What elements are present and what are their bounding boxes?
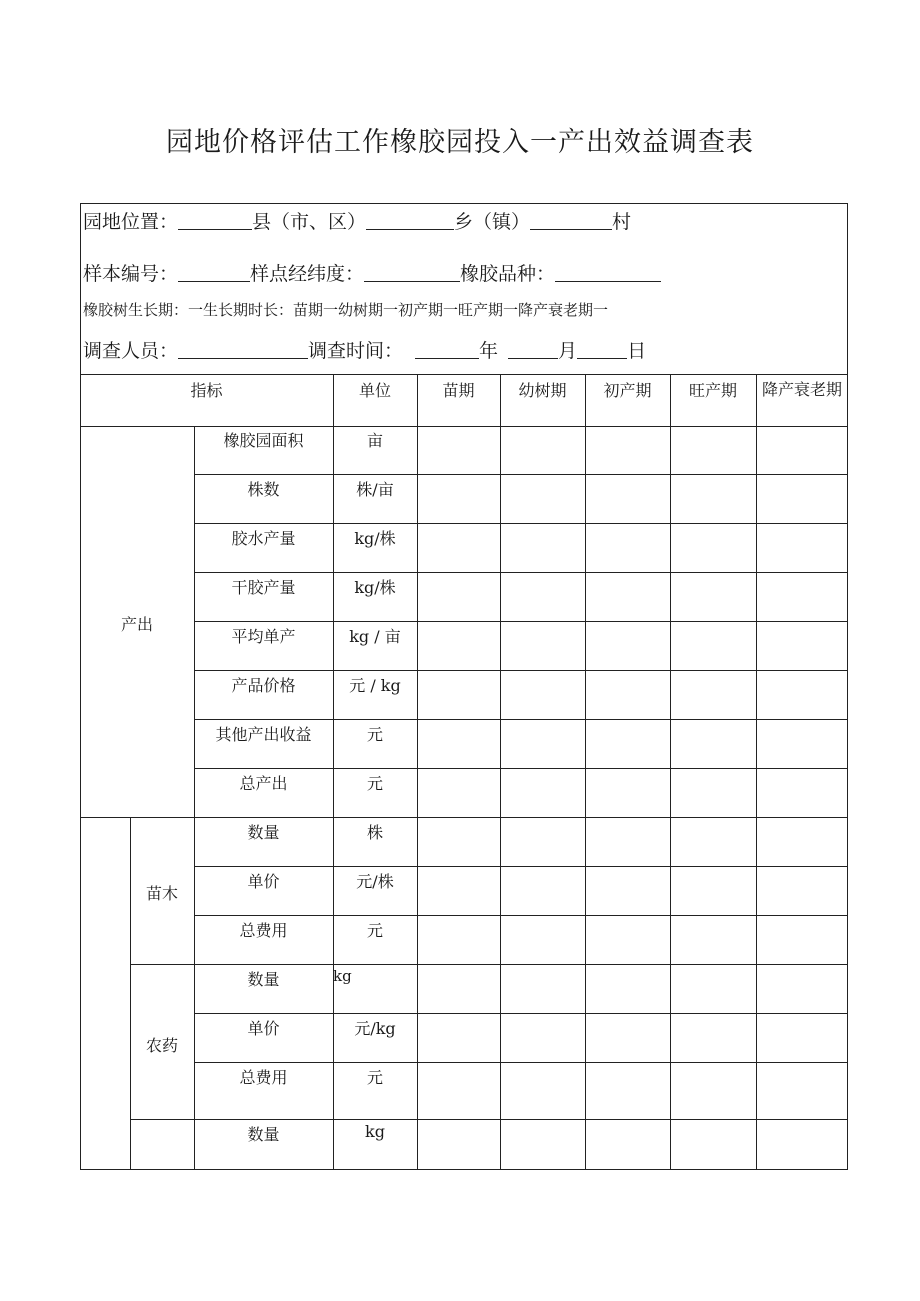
header-indicator: 指标 bbox=[190, 381, 223, 400]
row-indicator: 胶水产量 bbox=[231, 529, 296, 548]
page-title: 园地价格评估工作橡胶园投入一产出效益调查表 bbox=[166, 127, 754, 158]
row-indicator: 平均单产 bbox=[231, 627, 296, 646]
row-divider bbox=[194, 474, 848, 475]
row-indicator: 橡胶园面积 bbox=[223, 431, 304, 450]
header-stage-young: 幼树期 bbox=[518, 381, 567, 400]
col-divider bbox=[130, 817, 131, 1169]
row-unit: kg bbox=[365, 1122, 385, 1141]
row-unit: kg/株 bbox=[354, 529, 396, 548]
row-indicator: 单价 bbox=[247, 1019, 280, 1038]
row-divider bbox=[194, 866, 848, 867]
sample-number-field[interactable] bbox=[178, 263, 250, 282]
row-divider bbox=[194, 915, 848, 916]
row-unit: 元/kg bbox=[354, 1019, 396, 1038]
row-indicator: 株数 bbox=[247, 480, 280, 499]
row-unit: 元 bbox=[366, 725, 383, 744]
location-label: 园地位置： bbox=[83, 211, 179, 233]
village-field[interactable] bbox=[530, 211, 612, 230]
row-indicator: 干胶产量 bbox=[231, 578, 296, 597]
growth-line: 橡胶树生长期：一生长期时长：苗期一幼树期一初产期一旺产期一降产衰老期一 bbox=[83, 301, 609, 319]
row-divider bbox=[80, 426, 848, 427]
header-unit: 单位 bbox=[358, 381, 391, 400]
row-indicator: 数量 bbox=[247, 1125, 280, 1144]
row-divider bbox=[130, 1119, 848, 1120]
row-indicator: 数量 bbox=[247, 970, 280, 989]
sample-number-label: 样本编号： bbox=[83, 263, 179, 285]
row-unit: kg/株 bbox=[354, 578, 396, 597]
row-indicator: 产品价格 bbox=[231, 676, 296, 695]
col-divider bbox=[670, 374, 671, 1169]
row-divider bbox=[194, 670, 848, 671]
day-label: 日 bbox=[627, 340, 647, 362]
county-field[interactable] bbox=[178, 211, 252, 230]
staff-label: 调查人员： bbox=[83, 340, 179, 362]
row-divider bbox=[194, 572, 848, 573]
row-divider bbox=[130, 964, 848, 965]
coords-label: 样点经纬度： bbox=[250, 263, 365, 285]
row-indicator: 其他产出收益 bbox=[215, 725, 312, 744]
header-stage-peak: 旺产期 bbox=[688, 381, 737, 400]
row-unit: 亩 bbox=[366, 431, 383, 450]
col-divider bbox=[417, 374, 418, 1169]
col-divider bbox=[756, 374, 757, 1169]
row-divider bbox=[194, 1013, 848, 1014]
row-unit: 株 bbox=[366, 823, 383, 842]
year-label: 年 bbox=[479, 340, 499, 362]
row-unit: 元 bbox=[366, 921, 383, 940]
group-pesticide: 农药 bbox=[145, 1036, 178, 1055]
header-stage-seedling: 苗期 bbox=[442, 381, 475, 400]
day-field[interactable] bbox=[577, 340, 627, 359]
township-label: 乡（镇） bbox=[454, 211, 531, 233]
section-divider bbox=[80, 817, 848, 818]
sample-line bbox=[83, 259, 661, 286]
row-unit: 元 bbox=[366, 1068, 383, 1087]
group-seedlings: 苗木 bbox=[145, 884, 178, 903]
time-label: 调查时间： bbox=[308, 340, 404, 362]
row-unit: kg / 亩 bbox=[349, 627, 401, 646]
variety-field[interactable] bbox=[555, 263, 661, 282]
row-indicator: 单价 bbox=[247, 872, 280, 891]
row-divider bbox=[194, 621, 848, 622]
row-divider bbox=[194, 719, 848, 720]
row-indicator: 总费用 bbox=[239, 1068, 288, 1087]
township-field[interactable] bbox=[366, 211, 454, 230]
row-unit: kg bbox=[333, 967, 352, 985]
row-divider bbox=[80, 374, 848, 375]
variety-label: 橡胶品种： bbox=[460, 263, 556, 285]
row-indicator: 总费用 bbox=[239, 921, 288, 940]
month-field[interactable] bbox=[508, 340, 558, 359]
row-unit: 元/株 bbox=[356, 872, 394, 891]
row-divider bbox=[194, 1062, 848, 1063]
row-divider bbox=[194, 523, 848, 524]
staff-field[interactable] bbox=[178, 340, 308, 359]
row-unit: 株/亩 bbox=[356, 480, 394, 499]
row-unit: 元 / kg bbox=[349, 676, 401, 695]
row-indicator: 总产出 bbox=[239, 774, 288, 793]
row-indicator: 数量 bbox=[247, 823, 280, 842]
row-divider bbox=[194, 768, 848, 769]
col-divider bbox=[500, 374, 501, 1169]
col-divider bbox=[585, 374, 586, 1169]
village-label: 村 bbox=[612, 211, 632, 233]
survey-line bbox=[83, 336, 646, 363]
header-stage-initial: 初产期 bbox=[603, 381, 652, 400]
coords-field[interactable] bbox=[364, 263, 460, 282]
year-field[interactable] bbox=[415, 340, 479, 359]
location-line bbox=[83, 207, 631, 234]
group-output: 产出 bbox=[120, 615, 153, 634]
row-unit: 元 bbox=[366, 774, 383, 793]
month-label: 月 bbox=[558, 340, 578, 362]
county-label: 县（市、区） bbox=[252, 211, 367, 233]
info-section bbox=[80, 203, 848, 375]
header-stage-decline: 降产衰老期 bbox=[761, 380, 842, 399]
